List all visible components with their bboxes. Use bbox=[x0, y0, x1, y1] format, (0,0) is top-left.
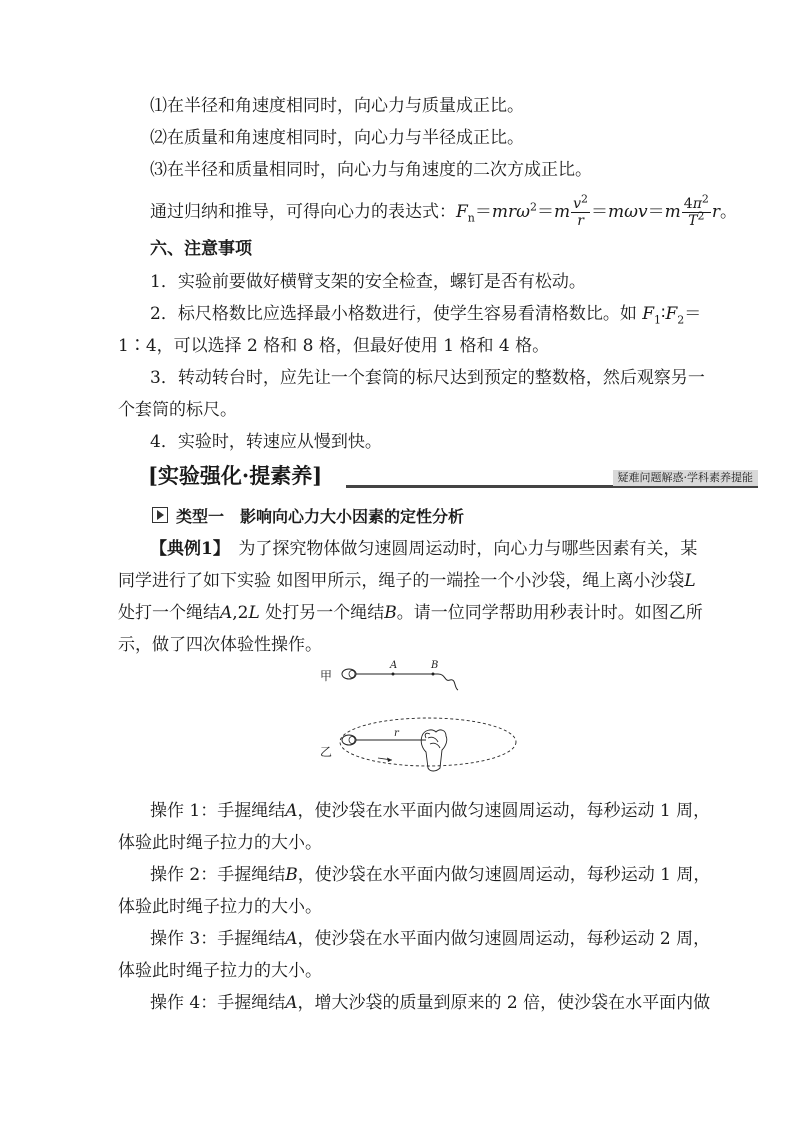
type-heading bbox=[152, 506, 464, 528]
knot-a bbox=[392, 673, 395, 676]
formula-line: 通过归纳和推导，可得向心力的表达式：$F_n=mr\omega^2=m$ $\frac{v^2}{r}$ ＝mωv＝m $\frac{4\pi^2}{T^2}$ r。 bbox=[150, 192, 738, 229]
example-text-3b: 处打另一个绳结 bbox=[265, 603, 385, 623]
label-b: B bbox=[431, 660, 439, 671]
notes-heading: 六、注意事项 bbox=[150, 239, 252, 259]
note-2-line-1: 2．标尺格数比应选择最小格数进行，使学生容易看清格数比。如 $F_1∶F_2=$ bbox=[150, 304, 702, 327]
note-3-line-1: 3．转动转台时，应先让一个套筒的标尺达到预定的整数格，然后观察另一 bbox=[150, 368, 705, 388]
conclusion-1: ⑴在半径和角速度相同时，向心力与质量成正比。 bbox=[150, 96, 524, 116]
note-2-text: 2．标尺格数比应选择最小格数进行，使学生容易看清格数比。如 bbox=[150, 304, 637, 324]
hand-icon bbox=[421, 730, 447, 771]
operation-4-text-a: 操作 4：手握绳结 bbox=[150, 993, 286, 1013]
experiment-figure bbox=[318, 656, 528, 786]
figure-label-jia: 甲 bbox=[320, 669, 333, 683]
rope-tail bbox=[438, 674, 458, 690]
example-text-3: 处打一个绳结 bbox=[118, 603, 220, 623]
operation-4-line-1: 操作 4：手握绳结A，增大沙袋的质量到原来的 2 倍，使沙袋在水平面内做 bbox=[150, 993, 711, 1013]
figure-label-yi: 乙 bbox=[320, 745, 333, 759]
section-header bbox=[148, 462, 758, 490]
type-heading-text: 类型一 影响向心力大小因素的定性分析 bbox=[176, 507, 465, 526]
section-title: [实验强化·提素养] bbox=[148, 463, 323, 488]
operation-1-text-a: 操作 1：手握绳结 bbox=[150, 801, 286, 821]
note-2-line-2: 1∶4，可以选择 2 格和 8 格，但最好使用 1 格和 4 格。 bbox=[118, 336, 550, 356]
operation-2-text-a: 操作 2：手握绳结 bbox=[150, 865, 286, 885]
example-label: 【典例1】 bbox=[150, 539, 222, 559]
formula-intro: 通过归纳和推导，可得向心力的表达式： bbox=[150, 202, 456, 222]
arrow-head bbox=[387, 758, 392, 763]
example-text-1: 为了探究物体做匀速圆周运动时，向心力与哪些因素有关，某 bbox=[238, 539, 698, 559]
label-r: r bbox=[394, 728, 399, 739]
example-text-2: 同学进行了如下实验 如图甲所示，绳子的一端拴一个小沙袋，绳上离小沙袋 bbox=[118, 571, 685, 591]
operation-1-line-1: 操作 1：手握绳结A，使沙袋在水平面内做匀速圆周运动，每秒运动 1 周， bbox=[150, 801, 711, 821]
operation-1-text-b: ，使沙袋在水平面内做匀速圆周运动，每秒运动 1 周， bbox=[297, 801, 711, 821]
circular-path bbox=[340, 718, 516, 766]
example-text-3c: 。请一位同学帮助用秒表计时。如图乙所 bbox=[396, 603, 703, 623]
operation-3-line-2: 体验此时绳子拉力的大小。 bbox=[118, 961, 322, 981]
operation-2-line-1: 操作 2：手握绳结B，使沙袋在水平面内做匀速圆周运动，每秒运动 1 周， bbox=[150, 865, 711, 885]
operation-3-text-a: 操作 3：手握绳结 bbox=[150, 929, 286, 949]
conclusion-2: ⑵在质量和角速度相同时，向心力与半径成正比。 bbox=[150, 128, 524, 148]
knot-b bbox=[432, 673, 435, 676]
label-a: A bbox=[390, 660, 398, 671]
example-line-4: 示，做了四次体验性操作。 bbox=[118, 635, 322, 655]
play-triangle-icon bbox=[152, 507, 168, 523]
operation-2-line-2: 体验此时绳子拉力的大小。 bbox=[118, 897, 322, 917]
sandbag-yi bbox=[342, 735, 356, 745]
operation-1-line-2: 体验此时绳子拉力的大小。 bbox=[118, 833, 322, 853]
example-line-1 bbox=[150, 538, 697, 560]
section-tag: 疑难问题解惑·学科素养提能 bbox=[613, 470, 759, 486]
note-4: 4．实验时，转速应从慢到快。 bbox=[150, 432, 382, 452]
operation-3-text-b: ，使沙袋在水平面内做匀速圆周运动，每秒运动 2 周， bbox=[297, 929, 711, 949]
conclusion-3: ⑶在半径和质量相同时，向心力与角速度的二次方成正比。 bbox=[150, 160, 592, 180]
note-3-line-2: 个套筒的标尺。 bbox=[118, 400, 237, 420]
note-1: 1．实验前要做好横臂支架的安全检查，螺钉是否有松动。 bbox=[150, 272, 586, 292]
operation-3-line-1: 操作 3：手握绳结A，使沙袋在水平面内做匀速圆周运动，每秒运动 2 周， bbox=[150, 929, 711, 949]
operation-4-text-b: ，增大沙袋的质量到原来的 2 倍，使沙袋在水平面内做 bbox=[297, 993, 711, 1013]
sandbag-jia bbox=[342, 669, 356, 679]
operation-2-text-b: ，使沙袋在水平面内做匀速圆周运动，每秒运动 1 周， bbox=[297, 865, 711, 885]
example-line-2: 同学进行了如下实验 如图甲所示，绳子的一端拴一个小沙袋，绳上离小沙袋L bbox=[118, 571, 696, 591]
example-line-3: 处打一个绳结A,2L 处打另一个绳结B。请一位同学帮助用秒表计时。如图乙所 bbox=[118, 603, 703, 623]
